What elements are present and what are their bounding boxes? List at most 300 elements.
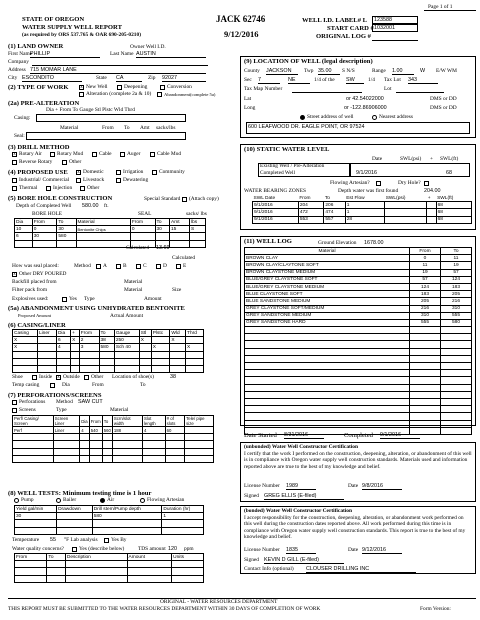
cell: 30 bbox=[155, 226, 170, 233]
auger-checkbox[interactable] bbox=[120, 152, 125, 157]
temp-casing-checkbox[interactable] bbox=[50, 383, 55, 388]
table-row bbox=[253, 216, 472, 223]
nearest-address-radio[interactable] bbox=[372, 115, 377, 120]
cell: 68 bbox=[436, 209, 471, 216]
cell: 1 bbox=[162, 513, 204, 520]
cell: 2 bbox=[79, 337, 99, 344]
cell[interactable]: X bbox=[13, 344, 38, 351]
lat-label: Lat bbox=[244, 96, 252, 102]
cell: S bbox=[190, 226, 206, 233]
screens-checkbox[interactable] bbox=[12, 408, 17, 413]
cable-mud-label: Cable Mud bbox=[157, 151, 182, 157]
cell: 30 bbox=[57, 226, 76, 233]
shoe-other-checkbox[interactable] bbox=[84, 375, 89, 380]
table-row bbox=[245, 348, 472, 355]
bore-hole-label: BORE HOLE bbox=[32, 211, 63, 217]
cell bbox=[427, 202, 436, 209]
cell: 6 bbox=[15, 233, 33, 240]
header-lbs: lbs bbox=[190, 219, 206, 226]
reverse-rotary-label: Reverse Rotary bbox=[19, 159, 53, 165]
header-stl: Stl bbox=[139, 330, 151, 337]
abandonment-checkbox[interactable] bbox=[157, 92, 162, 97]
cell: 188 bbox=[112, 427, 142, 434]
perforations-checkbox[interactable] bbox=[12, 400, 17, 405]
flowing-artesian-label: Flowing Artesian? bbox=[330, 180, 370, 186]
cell: 205 bbox=[410, 298, 441, 305]
bonded-signed-label: Signed bbox=[244, 557, 259, 563]
unbonded-license-value: 1989 bbox=[286, 483, 316, 490]
owner-well-id-label: Owner Well I.D. bbox=[130, 44, 166, 50]
city-value: ESCONDITO bbox=[22, 75, 82, 82]
explosives-yes-checkbox[interactable] bbox=[62, 297, 67, 302]
cell: GREY SANDSTONE HARD bbox=[245, 319, 410, 326]
pre-alteration-columns: Dia + From To Gauge Stl Plstc Wld Thrd bbox=[46, 107, 135, 113]
method-d-label: D bbox=[163, 263, 167, 269]
header-to: To bbox=[441, 248, 472, 255]
cell: BLUE/GREY CLAYSTONE MEDIUM bbox=[245, 283, 410, 290]
calculated-label: Calculated bbox=[126, 245, 150, 251]
well-address-value: 600 LEAFWOOD DR. EAGLE POINT, OR 97524 bbox=[246, 122, 470, 134]
completed-well-label: Completed Well bbox=[260, 170, 295, 176]
header-plus: + bbox=[71, 330, 80, 337]
pre-amt-label: Amt bbox=[140, 125, 150, 131]
air-radio[interactable] bbox=[100, 498, 105, 503]
table-row bbox=[245, 398, 472, 405]
quality-yes-label: Yes (describe below) bbox=[79, 546, 125, 552]
bailer-label: Bailer bbox=[63, 497, 77, 503]
irrigation-checkbox[interactable] bbox=[116, 170, 121, 175]
header-drawdown: Drawdown bbox=[57, 506, 93, 513]
other-placed-checkbox[interactable]: x bbox=[13, 272, 16, 277]
reverse-rotary-checkbox[interactable] bbox=[12, 160, 17, 165]
range-label: Range bbox=[372, 68, 386, 74]
twp-value: 35.00 bbox=[318, 68, 340, 75]
cell: 57 bbox=[410, 276, 441, 283]
header-amt: Amt bbox=[170, 219, 190, 226]
pump-radio[interactable] bbox=[14, 498, 19, 503]
cell: 1 bbox=[345, 209, 385, 216]
header-material: Material bbox=[76, 219, 130, 226]
lat-value: or 42.54022000 bbox=[346, 96, 384, 102]
table-row bbox=[13, 337, 204, 344]
casing-table bbox=[12, 329, 204, 373]
temp-to-label: To bbox=[140, 382, 146, 388]
industrial-checkbox[interactable] bbox=[12, 178, 17, 183]
unbonded-heading: (unbonded) Water Well Constructor Certification bbox=[244, 444, 358, 450]
backfill-material-label: Material bbox=[124, 279, 143, 285]
cell[interactable]: X bbox=[151, 344, 170, 351]
cable-checkbox[interactable] bbox=[92, 152, 97, 157]
table-row bbox=[245, 334, 472, 341]
cell: Sch 40 bbox=[114, 344, 139, 351]
cell: 6 bbox=[56, 337, 70, 344]
cell bbox=[385, 209, 427, 216]
dewatering-checkbox[interactable] bbox=[116, 178, 121, 183]
header-yield: Yield gal/min bbox=[15, 506, 57, 513]
explosives-amount-label: Amount bbox=[144, 296, 162, 302]
special-standard-checkbox[interactable] bbox=[182, 197, 187, 202]
table-row bbox=[245, 391, 472, 398]
table-row bbox=[245, 370, 472, 377]
street-address-radio[interactable] bbox=[300, 115, 305, 120]
depth-first-value: 204.00 bbox=[424, 188, 441, 194]
header-tele: Tele/ pipe size bbox=[185, 416, 214, 427]
cell: 580 bbox=[92, 513, 162, 520]
temp-casing-label: Temp casing bbox=[12, 382, 40, 388]
cell bbox=[385, 202, 427, 209]
injection-checkbox[interactable] bbox=[46, 186, 51, 191]
tax-map-line bbox=[292, 92, 362, 93]
range-value: 1.00 bbox=[392, 68, 414, 75]
conversion-label: Conversion bbox=[167, 84, 192, 90]
elevation-value: 1678.00 bbox=[364, 240, 384, 246]
method-b-label: B bbox=[123, 263, 127, 269]
sec-label: Sec bbox=[244, 77, 252, 83]
q1-value: NE bbox=[288, 77, 310, 84]
owner-heading: (1) LAND OWNER bbox=[8, 43, 64, 50]
cell[interactable] bbox=[186, 337, 204, 344]
bonded-date-value: 9/12/2016 bbox=[362, 547, 402, 554]
cell[interactable]: X bbox=[13, 337, 38, 344]
state-value: CA bbox=[116, 75, 142, 82]
drill-other-checkbox[interactable] bbox=[62, 160, 67, 165]
method-d-checkbox[interactable] bbox=[156, 264, 161, 269]
cell: 9/1/2016 bbox=[253, 209, 299, 216]
new-well-checkbox[interactable]: x bbox=[80, 85, 83, 90]
tax-map-label: Tax Map Number bbox=[244, 86, 283, 92]
static-plus-label: + bbox=[430, 156, 434, 162]
industrial-label: Industrial/ Commercial bbox=[19, 177, 70, 183]
inside-checkbox[interactable] bbox=[32, 375, 37, 380]
table-row bbox=[15, 568, 204, 575]
cell[interactable]: X bbox=[186, 344, 204, 351]
cable-mud-checkbox[interactable] bbox=[150, 152, 155, 157]
depth-value: 580.00 bbox=[82, 203, 99, 209]
perf-method-value: SAW CUT bbox=[78, 399, 103, 405]
flowing-radio[interactable] bbox=[140, 498, 145, 503]
cell[interactable]: X bbox=[170, 337, 186, 344]
bailer-radio[interactable] bbox=[56, 498, 61, 503]
cell bbox=[190, 233, 206, 240]
county-value: JACKSON bbox=[266, 68, 298, 75]
table-row bbox=[245, 312, 472, 319]
last-name-value: AUSTIN bbox=[136, 51, 206, 58]
deepening-checkbox[interactable] bbox=[117, 85, 122, 90]
cell: BROWN CLAYSTONE MEDIUM bbox=[245, 269, 410, 276]
backfill-label: Backfill placed from bbox=[12, 279, 57, 285]
completed-label: Completed bbox=[344, 432, 373, 439]
unbonded-signed-value: GREG ELLIS (E-filed) bbox=[264, 493, 344, 500]
table-row bbox=[15, 527, 204, 534]
table-row bbox=[13, 358, 204, 365]
table-row bbox=[13, 441, 214, 448]
cell: 60 bbox=[165, 427, 185, 434]
report-date: 9/12/2016 bbox=[224, 29, 259, 39]
temperature-value: 55 bbox=[50, 537, 56, 543]
rotary-air-checkbox[interactable]: x bbox=[13, 152, 16, 157]
table-row bbox=[245, 248, 472, 255]
unbonded-date-value: 9/8/2016 bbox=[362, 483, 402, 490]
flowing-artesian-checkbox[interactable] bbox=[376, 181, 381, 186]
livestock-checkbox[interactable] bbox=[76, 178, 81, 183]
table-row bbox=[15, 240, 206, 247]
outside-checkbox[interactable]: x bbox=[57, 375, 60, 380]
shoe-other-label: Other bbox=[91, 374, 104, 380]
other-placed-label: Other DRY POURED bbox=[19, 271, 67, 277]
cell: GREY SANDSTONE MEDIUM bbox=[245, 312, 410, 319]
header-to: To bbox=[324, 195, 330, 201]
cell[interactable]: X bbox=[139, 337, 151, 344]
zones-label: WATER BEARING ZONES bbox=[244, 188, 306, 194]
report-title: WATER SUPPLY WELL REPORT bbox=[22, 24, 122, 31]
table-row bbox=[253, 202, 472, 209]
method-e-checkbox[interactable] bbox=[176, 264, 181, 269]
cell[interactable] bbox=[71, 344, 80, 351]
q2-label: 1/4 bbox=[368, 77, 375, 83]
depth-ft: ft. bbox=[104, 203, 109, 209]
irrigation-label: Irrigation bbox=[123, 169, 144, 175]
calculated2-label: Calculated bbox=[172, 255, 196, 261]
header-swl-date: SWL Date bbox=[253, 195, 276, 201]
cell: 472 bbox=[298, 209, 324, 216]
unbonded-signed-label: Signed bbox=[244, 493, 259, 499]
cell: 30 bbox=[32, 233, 57, 240]
cell bbox=[185, 427, 214, 434]
table-row bbox=[15, 554, 204, 561]
company-label: Company bbox=[8, 59, 29, 65]
cell[interactable] bbox=[37, 337, 56, 344]
cell: 3 bbox=[79, 344, 99, 351]
header-wld: Wld bbox=[170, 330, 186, 337]
cell bbox=[170, 233, 190, 240]
header-units: Units bbox=[172, 554, 204, 561]
cell[interactable] bbox=[151, 337, 170, 344]
ppm-label: ppm bbox=[184, 546, 194, 552]
proposed-amount-label: Proposed Amount bbox=[18, 313, 52, 318]
cell[interactable] bbox=[139, 344, 151, 351]
table-row bbox=[15, 561, 204, 568]
seal-group-label: SEAL bbox=[138, 211, 152, 217]
alteration-checkbox[interactable] bbox=[79, 92, 84, 97]
location-heading: (9) LOCATION OF WELL (legal description) bbox=[244, 58, 373, 65]
domestic-checkbox[interactable]: x bbox=[77, 170, 80, 175]
table-row bbox=[13, 330, 204, 337]
lot-label: Lot bbox=[384, 86, 392, 92]
tax-lot-label: Tax Lot bbox=[384, 77, 401, 83]
air-label: Air bbox=[107, 497, 115, 503]
pump-label: Pump bbox=[21, 497, 34, 503]
table-row bbox=[15, 506, 204, 513]
table-row bbox=[15, 226, 206, 233]
method-a-checkbox[interactable] bbox=[96, 264, 101, 269]
footer-original: ORIGINAL - WATER RESOURCES DEPARTMENT bbox=[160, 599, 278, 605]
header-to: To bbox=[102, 416, 112, 427]
header-slots: # of slots bbox=[165, 416, 185, 427]
shoe-label: Shoe bbox=[12, 374, 23, 380]
header-perf: Perf/ Casing/ Screen bbox=[13, 416, 54, 427]
cell: 4 bbox=[80, 427, 89, 434]
filter-pack-label: Filter pack from bbox=[12, 287, 48, 293]
use-heading: (4) PROPOSED USE bbox=[8, 169, 68, 176]
address-value: 715 MOMAR LANE bbox=[30, 67, 206, 74]
casing-heading: (6) CASING/LINER bbox=[8, 322, 66, 329]
sec-value: 7 bbox=[258, 77, 280, 84]
cell bbox=[385, 216, 427, 223]
quality-yes-checkbox[interactable] bbox=[72, 547, 77, 552]
cell: 250 bbox=[114, 337, 139, 344]
original-log-label: ORIGINAL LOG # bbox=[316, 33, 371, 40]
pre-alteration-heading: (2a) PRE-ALTERATION bbox=[8, 100, 80, 107]
table-row bbox=[245, 262, 472, 269]
lab-yes-checkbox[interactable] bbox=[104, 538, 109, 543]
ew-label: E/W WM bbox=[436, 68, 457, 74]
method-label: Method bbox=[74, 263, 91, 269]
cell: 57 bbox=[441, 269, 472, 276]
header-from: From bbox=[299, 195, 311, 201]
long-label: Long bbox=[244, 105, 256, 111]
start-card-value: 1032001 bbox=[372, 24, 418, 32]
cell: Liner bbox=[53, 427, 80, 434]
start-card-label: START CARD # bbox=[327, 25, 374, 32]
header-from: From bbox=[89, 416, 102, 427]
seal-label: Seal: bbox=[14, 133, 25, 139]
header-casing: Casing bbox=[13, 330, 38, 337]
method-a-label: A bbox=[103, 263, 107, 269]
cell: 580 bbox=[99, 344, 114, 351]
bonded-date-label: Date bbox=[348, 547, 359, 553]
well-log-table bbox=[244, 247, 472, 435]
auger-label: Auger bbox=[127, 151, 141, 157]
dry-hole-checkbox[interactable] bbox=[424, 181, 429, 186]
perf-method-label: Method bbox=[56, 399, 73, 405]
method-c-checkbox[interactable] bbox=[136, 264, 141, 269]
abandonment-label: Abandonment(complete 5a) bbox=[164, 92, 216, 97]
well-log-heading: (11) WELL LOG bbox=[244, 238, 292, 245]
cell: 19 bbox=[410, 269, 441, 276]
table-row bbox=[15, 233, 206, 240]
cell: 216 bbox=[410, 305, 441, 312]
header-to: To bbox=[57, 219, 76, 226]
cell[interactable] bbox=[170, 344, 186, 351]
static-heading: (10) STATIC WATER LEVEL bbox=[244, 146, 330, 153]
cell: 28 bbox=[345, 216, 385, 223]
cell: 0 bbox=[130, 226, 155, 233]
cell: 10 bbox=[15, 226, 33, 233]
cell bbox=[427, 216, 436, 223]
static-date-label: Date bbox=[372, 156, 383, 162]
cell: 553 bbox=[298, 216, 324, 223]
calculated-value: 13.69 bbox=[156, 245, 170, 251]
cell: 310 bbox=[441, 305, 472, 312]
header-to: To bbox=[47, 554, 65, 561]
cell: Bentonite Chips bbox=[76, 226, 130, 233]
drill-other-label: Other bbox=[69, 159, 82, 165]
city-label: City bbox=[8, 75, 18, 81]
perforations-heading: (7) PERFORATIONS/SCREENS bbox=[8, 392, 102, 399]
temp-from-label: From bbox=[92, 382, 104, 388]
tax-lot-value: 343 bbox=[408, 77, 438, 84]
cell bbox=[155, 233, 170, 240]
ew-value: W bbox=[420, 68, 426, 74]
table-row bbox=[13, 448, 214, 455]
cell[interactable] bbox=[37, 344, 56, 351]
conversion-checkbox[interactable] bbox=[160, 85, 165, 90]
table-row bbox=[13, 344, 204, 351]
cell: 30 bbox=[15, 513, 57, 520]
use-other-checkbox[interactable] bbox=[80, 186, 85, 191]
zip-value: 92027 bbox=[162, 75, 206, 82]
date-started-label: Date Started bbox=[244, 432, 277, 439]
deepening-label: Deepening bbox=[124, 84, 148, 90]
unbonded-date-label: Date bbox=[348, 483, 359, 489]
cell: 557 bbox=[324, 216, 345, 223]
lab-yes-label: Yes By bbox=[111, 537, 127, 543]
contact-value: CLOUSER DRILLING INC bbox=[306, 566, 416, 573]
community-checkbox[interactable] bbox=[152, 170, 157, 175]
cell: 206 bbox=[324, 202, 345, 209]
bonded-text: I accept responsibility for the construction, deepening, alteration, or abandonment work performed on this well during the construction dates reported above. All work performed during this time is in compliance with Oregon water supply well construction standards. This report is true to the best of my knowledge and belief. bbox=[244, 515, 466, 541]
inside-label: Inside bbox=[39, 374, 53, 380]
drill-heading: (3) DRILL METHOD bbox=[8, 144, 70, 151]
flowing-label: Flowing Artesian bbox=[147, 497, 185, 503]
last-name-label: Last Name bbox=[110, 51, 134, 57]
table-row bbox=[245, 305, 472, 312]
table-row bbox=[13, 365, 204, 372]
cell: 540 bbox=[89, 427, 102, 434]
table-row bbox=[245, 363, 472, 370]
header-liner: Liner bbox=[37, 330, 56, 337]
long-dms-label: DMS or DD bbox=[430, 105, 457, 111]
header-thrd: Thrd bbox=[186, 330, 204, 337]
cell: 560 bbox=[103, 427, 111, 433]
divider bbox=[424, 10, 476, 11]
cell: BROWN CLAY bbox=[245, 255, 410, 262]
tds-value: 120 bbox=[168, 546, 177, 552]
cell: 310 bbox=[410, 312, 441, 319]
unbonded-text: I certify that the work I performed on the construction, deepening, alteration, or abandonment of this well is in compliance with Oregon water supply well construction standards. Materials used and information reported above are true to the best of my knowledge and belief. bbox=[244, 451, 472, 470]
table-row bbox=[245, 269, 472, 276]
cell: 183 bbox=[441, 283, 472, 290]
rotary-mud-label: Rotary Mud bbox=[57, 151, 84, 157]
abandonment-heading: (5a) ABANDONMENT USING UNHYDRATED BENTONITE bbox=[8, 305, 185, 312]
well-id-label: WELL I.D. LABEL# L bbox=[302, 17, 368, 24]
cell: 38 bbox=[99, 337, 114, 344]
thermal-checkbox[interactable] bbox=[12, 186, 17, 191]
table-row bbox=[245, 406, 472, 413]
original-log-line bbox=[372, 40, 418, 41]
q2-value: SW bbox=[346, 77, 364, 84]
quality-label: Water quality concerns? bbox=[12, 546, 64, 552]
cell: GREY CLAYSTONE SOFT/MEDIUM bbox=[245, 305, 410, 312]
method-b-checkbox[interactable] bbox=[116, 264, 121, 269]
cell[interactable]: X bbox=[71, 337, 80, 344]
first-name-value: PHILLIP bbox=[30, 51, 100, 58]
table-row bbox=[245, 276, 472, 283]
cell: 4 bbox=[56, 344, 70, 351]
pre-alteration-casing-row bbox=[36, 114, 186, 122]
screens-type-label: Type bbox=[56, 407, 67, 413]
temperature-label: Temperature bbox=[12, 537, 40, 543]
outside-label: Outside bbox=[63, 374, 80, 380]
page-label: Page 1 of 1 bbox=[428, 4, 453, 10]
header-gauge: Gauge bbox=[114, 330, 139, 337]
location-shoe-value: 38 bbox=[170, 374, 176, 380]
table-row bbox=[245, 255, 472, 262]
rotary-mud-checkbox[interactable] bbox=[50, 152, 55, 157]
thermal-label: Thermal bbox=[19, 185, 38, 191]
q1-label: 1/4 of the bbox=[314, 77, 335, 83]
table-row bbox=[13, 434, 214, 441]
